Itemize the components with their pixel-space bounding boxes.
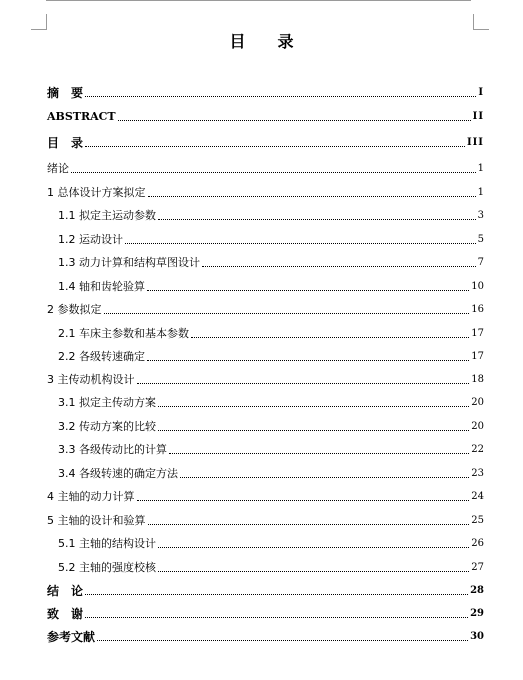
margin-corner-top-left bbox=[31, 14, 47, 30]
toc-entry-page-number: 1 bbox=[477, 187, 484, 198]
toc-dot-leader bbox=[137, 382, 470, 384]
toc-dot-leader bbox=[104, 312, 470, 314]
toc-dot-leader bbox=[125, 242, 476, 244]
page-top-edge bbox=[46, 0, 471, 1]
toc-entry[interactable] bbox=[47, 180, 484, 200]
margin-corner-top-right bbox=[473, 14, 489, 30]
toc-dot-leader bbox=[158, 570, 469, 572]
toc-entry-label: 2 参数拟定 bbox=[47, 303, 102, 316]
toc-entry[interactable] bbox=[58, 437, 484, 457]
toc-entry[interactable] bbox=[58, 414, 484, 434]
toc-dot-leader bbox=[118, 119, 471, 121]
toc-dot-leader bbox=[85, 593, 468, 595]
toc-entry-label: 1.4 轴和齿轮验算 bbox=[58, 280, 145, 293]
toc-entry[interactable] bbox=[47, 367, 484, 387]
toc-entry[interactable] bbox=[58, 531, 484, 551]
toc-entry-label: 1.3 动力计算和结构草图设计 bbox=[58, 256, 200, 269]
toc-entry[interactable] bbox=[47, 601, 484, 621]
toc-entry-label: ABSTRACT bbox=[47, 110, 116, 123]
toc-dot-leader bbox=[147, 289, 469, 291]
toc-dot-leader bbox=[191, 336, 469, 338]
toc-entry[interactable] bbox=[58, 203, 484, 223]
toc-entry-label: 3.3 各级传动比的计算 bbox=[58, 443, 167, 456]
toc-entry-label: 2.1 车床主参数和基本参数 bbox=[58, 327, 189, 340]
toc-dot-leader bbox=[158, 429, 469, 431]
toc-entry-label: 3.1 拟定主传动方案 bbox=[58, 396, 156, 409]
toc-dot-leader bbox=[180, 476, 469, 478]
toc-entry[interactable] bbox=[58, 321, 484, 341]
toc-entry[interactable] bbox=[47, 130, 484, 150]
toc-entry[interactable] bbox=[58, 227, 484, 247]
toc-entry-page-number: 3 bbox=[477, 210, 484, 221]
toc-dot-leader bbox=[148, 523, 470, 525]
toc-entry-page-number: 23 bbox=[471, 468, 484, 479]
toc-entry-label: 摘 要 bbox=[47, 86, 84, 100]
toc-entry[interactable] bbox=[47, 484, 484, 504]
toc-entry-label: 5 主轴的设计和验算 bbox=[47, 514, 146, 527]
toc-entry-page-number: 5 bbox=[477, 234, 484, 245]
toc-entry-page-number: 28 bbox=[470, 585, 484, 596]
toc-entry-label: 4 主轴的动力计算 bbox=[47, 490, 135, 503]
toc-dot-leader bbox=[158, 546, 469, 548]
toc-entry-label: 3.4 各级转速的确定方法 bbox=[58, 467, 178, 480]
toc-dot-leader bbox=[71, 171, 476, 173]
toc-entry[interactable] bbox=[58, 555, 484, 575]
toc-entry[interactable] bbox=[58, 344, 484, 364]
toc-entry-page-number: 10 bbox=[471, 281, 484, 292]
toc-dot-leader bbox=[169, 452, 469, 454]
toc-entry-page-number: 30 bbox=[470, 631, 484, 642]
toc-entry-page-number: 17 bbox=[471, 351, 484, 362]
toc-dot-leader bbox=[148, 195, 476, 197]
toc-dot-leader bbox=[158, 218, 476, 220]
toc-entry-page-number: 25 bbox=[471, 515, 484, 526]
toc-entry-page-number: 26 bbox=[471, 538, 484, 549]
toc-entry-page-number: 27 bbox=[471, 562, 484, 573]
toc-entry[interactable] bbox=[58, 390, 484, 410]
toc-dot-leader bbox=[85, 616, 468, 618]
toc-entry[interactable] bbox=[47, 624, 484, 644]
toc-entry-label: 3 主传动机构设计 bbox=[47, 373, 135, 386]
toc-entry-label: 绪论 bbox=[47, 162, 69, 175]
toc-entry[interactable] bbox=[47, 156, 484, 176]
toc-dot-leader bbox=[137, 499, 470, 501]
toc-entry-label: 1.2 运动设计 bbox=[58, 233, 123, 246]
toc-entry-page-number: 7 bbox=[477, 257, 484, 268]
toc-dot-leader bbox=[85, 95, 476, 97]
toc-entry[interactable] bbox=[58, 461, 484, 481]
toc-entry[interactable] bbox=[47, 578, 484, 598]
toc-entry-page-number: 20 bbox=[471, 397, 484, 408]
toc-entry-page-number: 20 bbox=[471, 421, 484, 432]
toc-dot-leader bbox=[158, 405, 469, 407]
toc-entry-page-number: 16 bbox=[471, 304, 484, 315]
toc-entry-page-number: II bbox=[472, 111, 484, 122]
toc-entry[interactable] bbox=[58, 274, 484, 294]
toc-entry-page-number: 22 bbox=[471, 444, 484, 455]
toc-entry[interactable] bbox=[47, 297, 484, 317]
toc-entry-page-number: 29 bbox=[470, 608, 484, 619]
toc-entry-label: 5.2 主轴的强度校核 bbox=[58, 561, 156, 574]
toc-dot-leader bbox=[97, 639, 468, 641]
toc-entry[interactable] bbox=[58, 250, 484, 270]
toc-entry[interactable] bbox=[47, 508, 484, 528]
toc-entry-label: 5.1 主轴的结构设计 bbox=[58, 537, 156, 550]
toc-entry[interactable] bbox=[47, 104, 484, 124]
toc-entry-label: 2.2 各级转速确定 bbox=[58, 350, 145, 363]
toc-entry-page-number: III bbox=[466, 137, 484, 148]
toc-entry-label: 1.1 拟定主运动参数 bbox=[58, 209, 156, 222]
page-title: 目 录 bbox=[229, 32, 302, 51]
toc-entry-label: 3.2 传动方案的比较 bbox=[58, 420, 156, 433]
toc-entry-label: 结 论 bbox=[47, 584, 84, 598]
toc-entry-label: 1 总体设计方案拟定 bbox=[47, 186, 146, 199]
toc-entry-page-number: 24 bbox=[471, 491, 484, 502]
toc-dot-leader bbox=[147, 359, 469, 361]
toc-entry-label: 目 录 bbox=[47, 136, 84, 150]
toc-entry[interactable] bbox=[47, 80, 484, 100]
toc-entry-page-number: I bbox=[478, 87, 484, 98]
toc-entry-label: 参考文献 bbox=[47, 630, 96, 644]
toc-entry-page-number: 18 bbox=[471, 374, 484, 385]
toc-entry-page-number: 1 bbox=[477, 163, 484, 174]
toc-entry-page-number: 17 bbox=[471, 328, 484, 339]
toc-dot-leader bbox=[202, 265, 476, 267]
toc-dot-leader bbox=[85, 145, 465, 147]
toc-entry-label: 致 谢 bbox=[47, 607, 84, 621]
